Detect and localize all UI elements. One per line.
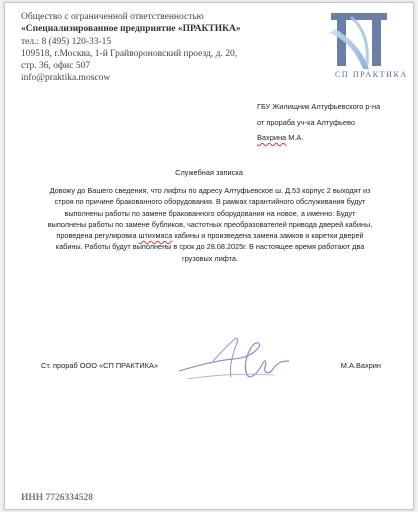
document-page [4,2,414,510]
signature-line [41,361,381,373]
company-inn: ИНН 7726334528 [21,493,94,503]
memo-title: Служебная записка [175,168,243,177]
letterhead-address: 109518, г.Москва, 1-й Грайвороновский проезд, д. 20, [21,48,238,59]
addressee-initials: М.А. [286,133,304,142]
addressee-organization: ГБУ Жилищник Алтуфьевского р-на [257,102,381,111]
letterhead-office: стр. 36, офис 507 [21,61,91,72]
letterhead-line-1: Общество с ограниченной ответственностью [21,12,204,22]
letterhead-email: info@praktika.moscow [21,73,111,84]
addressee-surname: Вахрина [257,133,287,142]
memo-body-text-1: Довожу до Вашего сведения, что лифты по адресу Алтуфьевское ш. Д.53 корпус 2 выходят из строя по причине бракованного оборудования. В рамках гарантийного обслуживания будут выполнены работы по замене бракованного оборудования на новое, а именно: Будут выполнены работы по замене бубликов, частотных преобразователей привода дверей кабины, проведена регулировка [47,186,373,241]
memo-body-misspelled-word: штихмаса [138,231,173,241]
memo-body [47,185,373,264]
memo-body-text-2: кабины и произведена замена замков и каретки дверей кабины. Работы будут выполнены в срок до 28.08.2025г. В настоящее время работают два грузовых лифта. [55,231,365,263]
letterhead-phone: тел.: 8 (495) 120-33-15 [21,36,112,47]
addressee-from: от прораба уч-ка Алтуфьево [257,117,355,127]
addressee-name [257,130,380,146]
handwritten-signature-icon [173,331,293,389]
logo-caption: СП ПРАКТИКА [335,70,408,79]
signatory-position: Ст. прораб ООО «СП ПРАКТИКА» [41,361,159,370]
letterhead [21,11,321,85]
signatory-name: М.А.Вахрин [340,361,381,370]
letterhead-company-name: «Специализированное предприятие «ПРАКТИКА» [21,24,241,35]
addressee-block [257,99,380,146]
